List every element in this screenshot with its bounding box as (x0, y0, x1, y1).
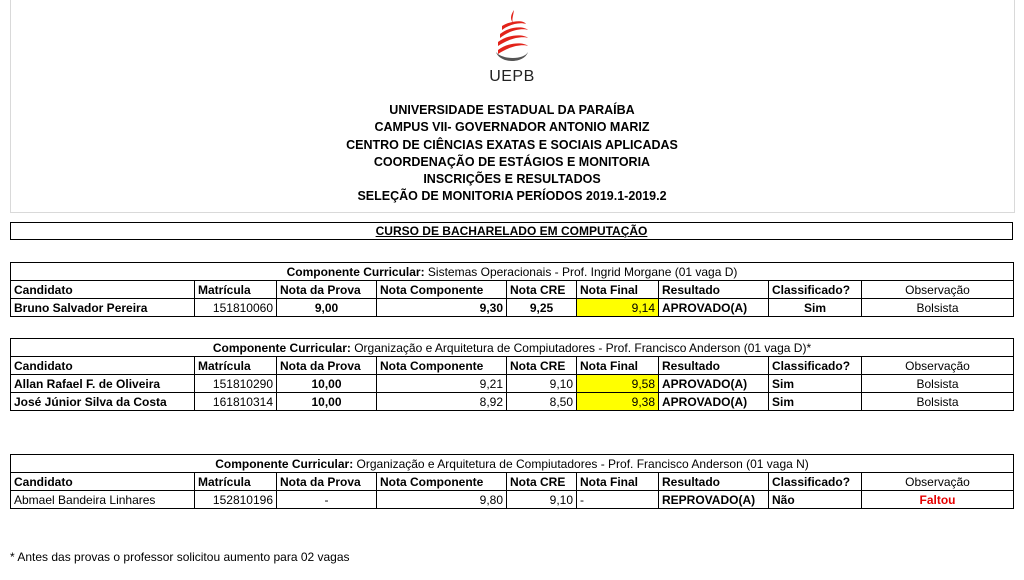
footnote: * Antes das provas o professor solicitou aumento para 02 vagas (10, 550, 350, 564)
header-row: Candidato Matrícula Nota da Prova Nota Componente Nota CRE Nota Final Resultado Classificado? Observação (11, 473, 1014, 491)
results-table-1 (10, 262, 1014, 317)
header-row: Candidato Matrícula Nota da Prova Nota Componente Nota CRE Nota Final Resultado Classificado? Observação (11, 281, 1014, 299)
section-title: Componente Curricular: Organização e Arquitetura de Compiutadores - Prof. Francisco Anderson (01 vaga N) (11, 455, 1014, 473)
table-row: Abmael Bandeira Linhares 152810196 - 9,80 9,10 - REPROVADO(A) Não Faltou (11, 491, 1014, 509)
section-title: Componente Curricular: Sistemas Operacionais - Prof. Ingrid Morgane (01 vaga D) (11, 263, 1014, 281)
table-row: José Júnior Silva da Costa 161810314 10,00 8,92 8,50 9,38 APROVADO(A) Sim Bolsista (11, 393, 1014, 411)
header-line-6: SELEÇÃO DE MONITORIA PERÍODOS 2019.1-2019.2 (357, 189, 667, 204)
table-row: Allan Rafael F. de Oliveira 151810290 10,00 9,21 9,10 9,58 APROVADO(A) Sim Bolsista (11, 375, 1014, 393)
header-row: Candidato Matrícula Nota da Prova Nota Componente Nota CRE Nota Final Resultado Classificado? Observação (11, 357, 1014, 375)
header-line-4: COORDENAÇÃO DE ESTÁGIOS E MONITORIA (373, 154, 651, 169)
institution-header (0, 102, 1024, 206)
results-table-3 (10, 454, 1014, 509)
header-line-3: CENTRO DE CIÊNCIAS EXATAS E SOCIAIS APLICADAS (346, 137, 678, 152)
uepb-logo (480, 8, 544, 88)
header-line-5: INSCRIÇÕES E RESULTADOS (423, 172, 601, 187)
table-row: Bruno Salvador Pereira 151810060 9,00 9,30 9,25 9,14 APROVADO(A) Sim Bolsista (11, 299, 1014, 317)
header-line-2: CAMPUS VII- GOVERNADOR ANTONIO MARIZ (374, 120, 650, 135)
results-table-2 (10, 338, 1014, 411)
section-title: Componente Curricular: Organização e Arquitetura de Compiutadores - Prof. Francisco Anderson (01 vaga D)* (11, 339, 1014, 357)
logo-text: UEPB (489, 68, 535, 85)
course-title: CURSO DE BACHARELADO EM COMPUTAÇÃO (10, 222, 1013, 240)
header-line-1: UNIVERSIDADE ESTADUAL DA PARAÍBA (389, 103, 635, 117)
flame-icon (480, 8, 544, 68)
status-badge: Faltou (862, 491, 1014, 509)
